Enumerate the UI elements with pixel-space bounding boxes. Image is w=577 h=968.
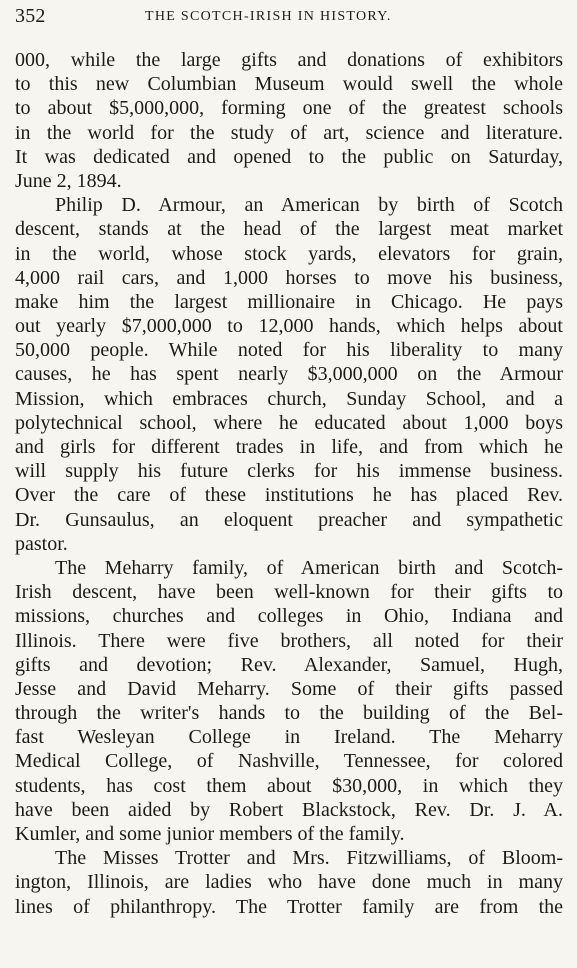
text-line: students, has cost them about $30,000, in which they [15,774,563,797]
text-line: Kumler, and some junior members of the family. [15,823,405,845]
text-line: fast Wesleyan College in Ireland. The Meharry [15,726,563,749]
text-line: It was dedicated and opened to the public on Saturday, [15,145,563,168]
text-line: out yearly $7,000,000 to 12,000 hands, which helps about [15,315,563,338]
text-line: missions, churches and colleges in Ohio, Indiana and [15,605,563,628]
text-line: have been aided by Robert Blackstock, Rev. Dr. J. A. [15,798,563,821]
text-line: pastor. [15,532,68,555]
text-line: descent, stands at the head of the largest meat market [15,218,563,241]
text-line: 000, while the large gifts and donations of exhibitors [15,49,563,71]
paragraph-start-line: Philip D. Armour, an American by birth of Scotch [55,194,563,217]
text-line: to about $5,000,000, forming one of the greatest schools [15,97,563,120]
text-line: 50,000 people. While noted for his liberality to many [15,339,563,362]
page-header [15,3,562,29]
text-line: make him the largest millionaire in Chicago. He pays [15,290,563,313]
paragraph-start-line: The Misses Trotter and Mrs. Fitzwilliams, of Bloom- [55,847,563,870]
paragraph-start-line: The Meharry family, of American birth and Scotch- [55,556,563,579]
text-line: 4,000 rail cars, and 1,000 horses to move his business, [15,266,563,289]
text-line: gifts and devotion; Rev. Alexander, Samuel, Hugh, [15,653,563,676]
text-line: Mission, which embraces church, Sunday School, and a [15,387,563,410]
text-line: Irish descent, have been well-known for their gifts to [15,581,563,604]
text-line: Over the care of these institutions he has placed Rev. [15,484,563,507]
text-line: Medical College, of Nashville, Tennessee, for colored [15,750,563,773]
text-line: polytechnical school, where he educated about 1,000 boys [15,411,563,434]
text-line: ington, Illinois, are ladies who have done much in many [15,871,563,894]
text-line: in the world, whose stock yards, elevators for grain, [15,242,563,265]
text-line: lines of philanthropy. The Trotter family are from the [15,895,563,918]
text-line: Illinois. There were five brothers, all noted for their [15,629,563,652]
text-line: in the world for the study of art, science and literature. [15,121,563,144]
page-number: 352 [15,5,46,27]
text-line: to this new Columbian Museum would swell the whole [15,73,563,96]
text-line: and girls for different trades in life, and from which he [15,436,563,458]
text-line: will supply his future clerks for his immense business. [15,460,563,483]
running-head: THE SCOTCH-IRISH IN HISTORY. [145,9,392,24]
text-line: Dr. Gunsaulus, an eloquent preacher and sympathetic [15,508,563,531]
text-line: causes, he has spent nearly $3,000,000 on the Armour [15,363,563,386]
text-line: Jesse and David Meharry. Some of their gifts passed [15,677,563,700]
body-text [15,48,563,919]
text-line: June 2, 1894. [15,169,122,192]
text-line: through the writer's hands to the building of the Bel- [15,702,563,725]
